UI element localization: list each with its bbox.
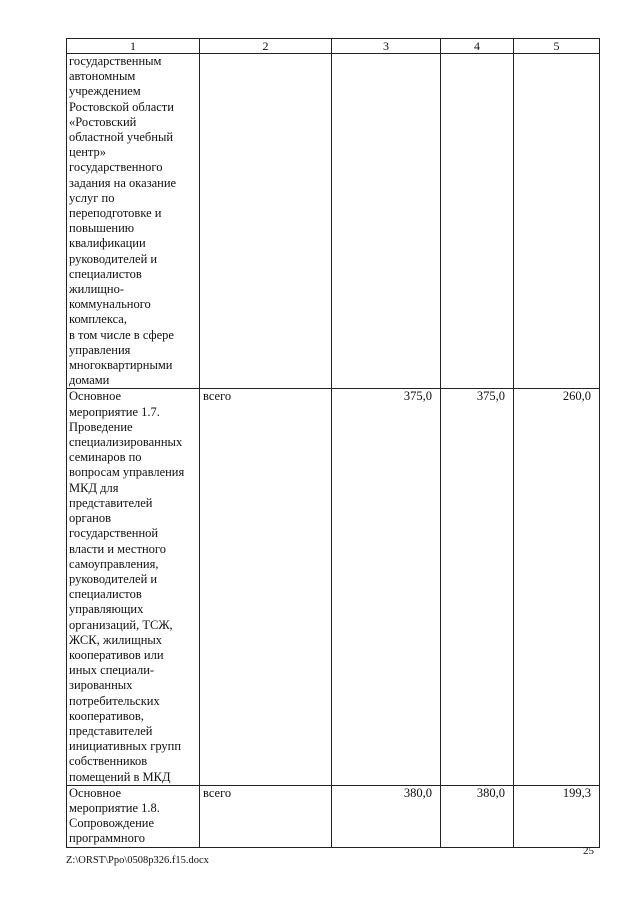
header-col-1: 1 <box>67 39 200 54</box>
row-description: государственным автономным учреждением Ростовской области «Ростовский областной учебный центр» государственного задания на оказание услуг по переподготовке и повышению квалификации руководителей и специалистов жилищно- коммунального комплекса, в том числе в сфере управления многоквартирными домами <box>67 54 200 389</box>
row-funding-source: всего <box>200 785 332 847</box>
page-number: 25 <box>583 845 594 857</box>
row-value-col4: 375,0 <box>441 389 514 785</box>
file-path: Z:\ORST\Ppo\0508p326.f15.docx <box>66 855 209 866</box>
row-description: Основное мероприятие 1.8. Сопровождение программного <box>67 785 200 847</box>
header-col-3: 3 <box>332 39 441 54</box>
row-value-col5 <box>514 54 600 389</box>
header-col-5: 5 <box>514 39 600 54</box>
row-value-col3: 380,0 <box>332 785 441 847</box>
row-value-col3: 375,0 <box>332 389 441 785</box>
header-col-4: 4 <box>441 39 514 54</box>
row-value-col5: 260,0 <box>514 389 600 785</box>
table-row <box>67 54 600 389</box>
table-row <box>67 785 600 847</box>
row-value-col4: 380,0 <box>441 785 514 847</box>
budget-table <box>66 38 600 848</box>
row-funding-source <box>200 54 332 389</box>
row-value-col4 <box>441 54 514 389</box>
row-description: Основное мероприятие 1.7. Проведение специализированных семинаров по вопросам управления МКД для представителей органов государственной власти и местного самоуправления, руководителей и специалистов управляющих организаций, ТСЖ, ЖСК, жилищных кооперативов или иных специали- зированных потребительских кооперативов, представителей инициативных групп собственников помещений в МКД <box>67 389 200 785</box>
row-value-col5: 199,3 <box>514 785 600 847</box>
table-row <box>67 389 600 785</box>
row-value-col3 <box>332 54 441 389</box>
header-col-2: 2 <box>200 39 332 54</box>
table-header-row <box>67 39 600 54</box>
row-funding-source: всего <box>200 389 332 785</box>
